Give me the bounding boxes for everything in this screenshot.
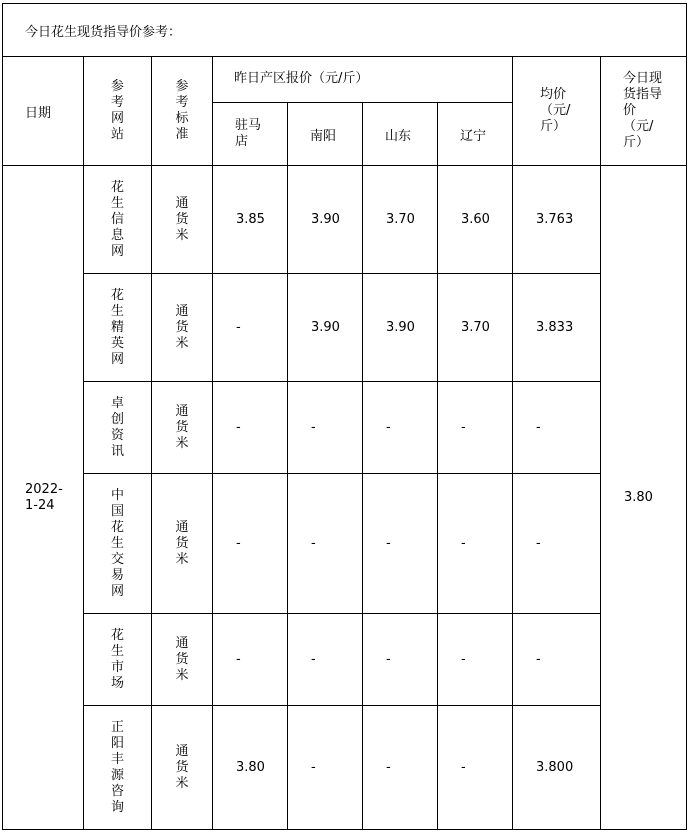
site-name: 花生信息网 <box>111 179 125 259</box>
price-nanyang: - <box>288 382 363 474</box>
table-caption: 今日花生现货指导价参考： <box>3 4 687 57</box>
site-cell <box>84 474 152 614</box>
price-liaoning: - <box>438 614 513 706</box>
site-cell <box>84 274 152 382</box>
header-region-zhumadian-cell <box>213 103 288 166</box>
table-row <box>3 274 687 382</box>
price-liaoning: - <box>438 382 513 474</box>
price-nanyang: 3.90 <box>288 274 363 382</box>
caption-row <box>3 4 687 57</box>
price-liaoning: - <box>438 706 513 830</box>
header-date: 日期 <box>3 57 84 166</box>
standard-cell <box>152 614 213 706</box>
standard-value: 通货米 <box>175 195 189 243</box>
header-avg: 均价（元/斤） <box>540 87 571 134</box>
price-shandong: - <box>363 474 438 614</box>
price-avg: - <box>513 614 601 706</box>
price-liaoning: 3.70 <box>438 274 513 382</box>
header-guide-cell <box>601 57 687 166</box>
table-row <box>3 706 687 830</box>
header-yesterday-group: 昨日产区报价（元/斤） <box>213 57 513 103</box>
site-name: 正阳丰源咨询 <box>111 719 125 815</box>
date-cell <box>3 166 84 830</box>
price-shandong: 3.70 <box>363 166 438 274</box>
standard-cell <box>152 274 213 382</box>
date-value: 2022-1-24 <box>25 481 63 513</box>
price-avg: 3.800 <box>513 706 601 830</box>
header-region-nanyang: 南阳 <box>288 103 363 166</box>
price-zhumadian: - <box>213 614 288 706</box>
price-nanyang: - <box>288 474 363 614</box>
price-avg: 3.833 <box>513 274 601 382</box>
site-name: 卓创资讯 <box>111 395 125 459</box>
site-name: 花生市场 <box>111 627 125 691</box>
price-zhumadian: - <box>213 382 288 474</box>
header-region-shandong: 山东 <box>363 103 438 166</box>
table-row <box>3 166 687 274</box>
price-zhumadian: 3.85 <box>213 166 288 274</box>
header-site: 参考网站 <box>111 79 125 142</box>
price-nanyang: - <box>288 614 363 706</box>
table-row <box>3 474 687 614</box>
price-shandong: - <box>363 382 438 474</box>
header-region-zhumadian: 驻马店 <box>235 118 262 149</box>
price-avg: - <box>513 474 601 614</box>
price-zhumadian: 3.80 <box>213 706 288 830</box>
price-zhumadian: - <box>213 274 288 382</box>
price-table <box>2 3 687 830</box>
standard-value: 通货米 <box>175 743 189 791</box>
site-cell <box>84 614 152 706</box>
site-cell <box>84 382 152 474</box>
standard-cell <box>152 166 213 274</box>
header-avg-cell <box>513 57 601 166</box>
standard-cell <box>152 706 213 830</box>
price-liaoning: - <box>438 474 513 614</box>
standard-value: 通货米 <box>175 403 189 451</box>
site-cell <box>84 166 152 274</box>
price-zhumadian: - <box>213 474 288 614</box>
site-cell <box>84 706 152 830</box>
site-name: 花生精英网 <box>111 287 125 367</box>
price-shandong: 3.90 <box>363 274 438 382</box>
price-nanyang: 3.90 <box>288 166 363 274</box>
header-standard-cell <box>152 57 213 166</box>
standard-cell <box>152 382 213 474</box>
header-site-cell <box>84 57 152 166</box>
price-shandong: - <box>363 614 438 706</box>
site-name: 中国花生交易网 <box>111 487 125 599</box>
header-row-1 <box>3 57 687 103</box>
table-row <box>3 614 687 706</box>
header-region-liaoning: 辽宁 <box>438 103 513 166</box>
standard-value: 通货米 <box>175 519 189 567</box>
header-standard: 参考标准 <box>175 79 189 142</box>
standard-value: 通货米 <box>175 303 189 351</box>
standard-cell <box>152 474 213 614</box>
price-liaoning: 3.60 <box>438 166 513 274</box>
guide-price: 3.80 <box>601 166 687 830</box>
standard-value: 通货米 <box>175 635 189 683</box>
price-shandong: - <box>363 706 438 830</box>
table-row <box>3 382 687 474</box>
price-nanyang: - <box>288 706 363 830</box>
header-guide: 今日现货指导价（元/斤） <box>623 71 663 150</box>
price-avg: - <box>513 382 601 474</box>
price-avg: 3.763 <box>513 166 601 274</box>
